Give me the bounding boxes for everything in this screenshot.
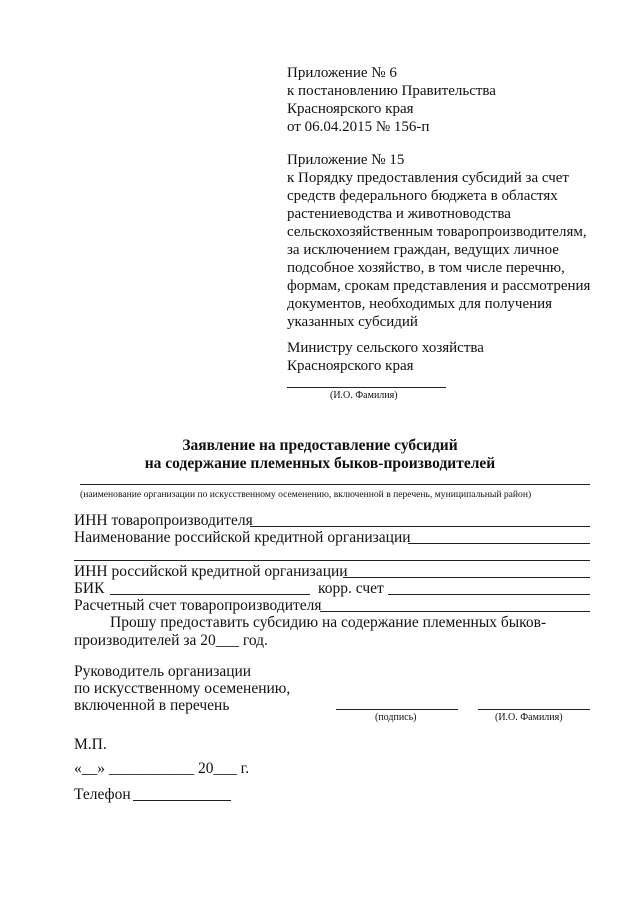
bank-inn-label: ИНН российской кредитной организации: [74, 563, 348, 580]
appendix-15-line: подсобное хозяйство, в том числе перечню,: [287, 260, 565, 276]
appendix-15-line: средств федерального бюджета в областях: [287, 188, 558, 204]
addressee-line: Министру сельского хозяйства: [287, 340, 484, 356]
appendix-15-line: формам, срокам представления и рассмотрения: [287, 278, 591, 294]
appendix-15-line: к Порядку предоставления субсидий за счет: [287, 170, 569, 186]
date-line[interactable]: «__» ___________ 20___ г.: [74, 760, 250, 777]
document-title-line: на содержание племенных быков-производителей: [144, 455, 496, 472]
signer-name-line[interactable]: [478, 709, 590, 710]
bank-name-field-continued[interactable]: [74, 560, 590, 561]
bank-name-field[interactable]: [408, 543, 590, 544]
inn-producer-label: ИНН товаропроизводителя: [74, 512, 253, 529]
appendix-6-line: от 06.04.2015 № 156-п: [287, 119, 430, 135]
addressee-line: Красноярского края: [287, 358, 414, 374]
appendix-15-line: растениеводства и животноводства: [287, 206, 511, 222]
bik-label: БИК: [74, 580, 105, 597]
request-text-line: производителей за 20___ год.: [74, 632, 268, 649]
signer-line: включенной в перечень: [74, 697, 230, 714]
organization-caption: (наименование организации по искусственному осеменению, включенной в перечень, муниципальный район): [80, 489, 532, 500]
bank-name-label: Наименование российской кредитной организации: [74, 529, 411, 546]
phone-field[interactable]: [133, 800, 231, 801]
corr-account-field[interactable]: [388, 594, 590, 595]
bik-field[interactable]: [110, 594, 310, 595]
appendix-6-line: Приложение № 6: [287, 65, 397, 81]
addressee-name-line[interactable]: [287, 387, 446, 388]
document-title-line: Заявление на предоставление субсидий: [182, 437, 458, 454]
signature-caption: (подпись): [375, 712, 417, 723]
signer-line: Руководитель организации: [74, 663, 252, 680]
settlement-account-label: Расчетный счет товаропроизводителя: [74, 597, 322, 614]
signer-name-caption: (И.О. Фамилия): [495, 712, 563, 723]
phone-label: Телефон: [74, 786, 131, 803]
appendix-15-line: документов, необходимых для получения: [287, 296, 553, 312]
appendix-15-line: за исключением граждан, ведущих личное: [287, 242, 559, 258]
corr-account-label: корр. счет: [318, 580, 384, 597]
organization-name-line[interactable]: [80, 484, 590, 485]
signature-line[interactable]: [336, 709, 458, 710]
stamp-placeholder: М.П.: [74, 736, 107, 753]
bank-inn-field[interactable]: [343, 577, 590, 578]
appendix-15-line: сельскохозяйственным товаропроизводителям,: [287, 224, 587, 240]
appendix-15-line: Приложение № 15: [287, 152, 405, 168]
request-text-line: Прошу предоставить субсидию на содержание племенных быков-: [110, 614, 547, 631]
settlement-account-field[interactable]: [320, 611, 590, 612]
signer-line: по искусственному осеменению,: [74, 680, 291, 697]
appendix-6-line: Красноярского края: [287, 101, 414, 117]
inn-producer-field[interactable]: [250, 526, 590, 527]
addressee-name-caption: (И.О. Фамилия): [330, 390, 398, 401]
appendix-15-line: указанных субсидий: [287, 314, 418, 330]
appendix-6-line: к постановлению Правительства: [287, 83, 496, 99]
